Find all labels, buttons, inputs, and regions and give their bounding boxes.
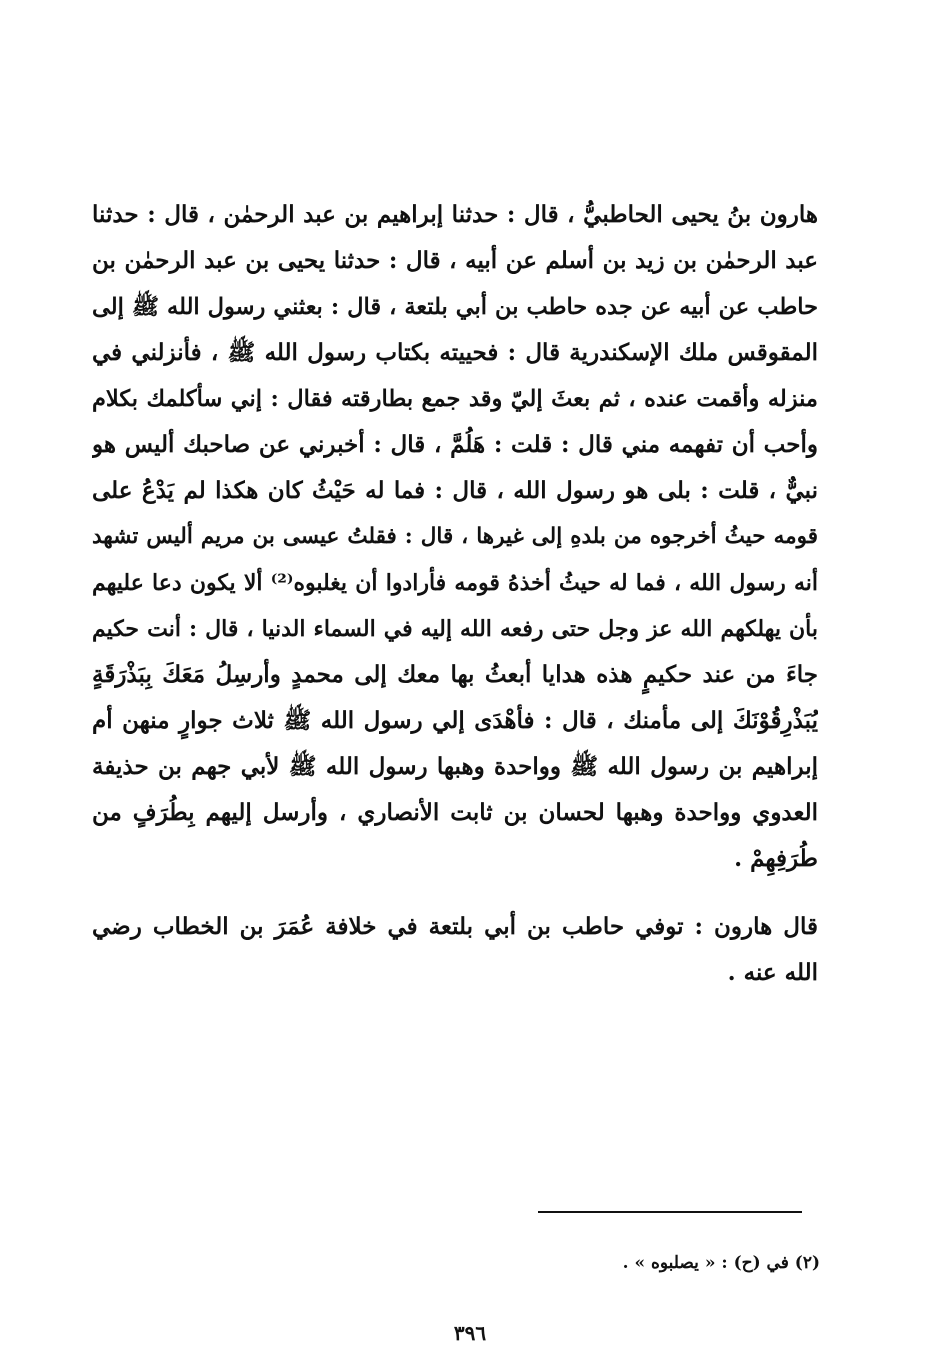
footnote-separator	[538, 1211, 802, 1213]
text-line: قال هارون : توفي حاطب بن أبي بلتعة في خلافة عُمَرَ بن الخطاب رضي	[92, 913, 818, 940]
footnote: (٢) في (ح) : « يصلبوه » .	[622, 1253, 820, 1273]
page-number: ٣٩٦	[453, 1321, 487, 1345]
text-line: أنه رسول الله ، فما له حيثُ أخذهُ قومه فأرادوا أن يغلبوه⁽²⁾ ألا يكون دعا عليهم	[92, 570, 818, 596]
text-line: وأحب أن تفهمه مني قال : قلت : هَلُمَّ ، قال : أخبرني عن صاحبك أليس هو	[92, 431, 818, 458]
paragraph-spacer	[92, 882, 818, 904]
text-line: منزله وأقمت عنده ، ثم بعثَ إليّ وقد جمع بطارقته فقال : إني سأكلمك بكلام	[92, 386, 818, 412]
paragraph-2	[92, 904, 818, 996]
text-line: الله عنه .	[727, 959, 818, 986]
text-line: قومه حيثُ أخرجوه من بلدهِ إلى غيرها ، قال : فقلتُ عيسى بن مريم أليس تشهد	[92, 524, 818, 549]
text-line: إبراهيم بن رسول الله ﷺ وواحدة وهبها رسول الله ﷺ لأبي جهم بن حذيفة	[92, 753, 818, 780]
text-line: طُرَفِهِمْ .	[734, 845, 818, 872]
text-line: هارون بنُ يحيى الحاطبيُّ ، قال : حدثنا إبراهيم بن عبد الرحمٰن ، قال : حدثنا	[92, 201, 818, 228]
main-text	[92, 192, 818, 996]
text-line: حاطب عن أبيه عن جده حاطب بن أبي بلتعة ، قال : بعثني رسول الله ﷺ إلى	[92, 294, 818, 320]
text-line: يُبَذْرِقُوْنَكَ إلى مأمنك ، قال : فأهْدَى إلي رسول الله ﷺ ثلاث جوارٍ منهن أم	[92, 707, 818, 734]
paragraph-1	[92, 192, 818, 882]
text-line: العدوي وواحدة وهبها لحسان بن ثابت الأنصاري ، وأرسل إليهم بِطُرَفٍ من	[92, 799, 818, 826]
text-line: المقوقس ملك الإسكندرية قال : فحييته بكتاب رسول الله ﷺ ، فأنزلني في	[92, 339, 818, 366]
text-line: نبيٌّ ، قلت : بلى هو رسول الله ، قال : فما له حَيْثُ كان هكذا لم يَدْعُ على	[92, 477, 818, 504]
text-line: عبد الرحمٰن بن زيد بن أسلم عن أبيه ، قال : حدثنا يحيى بن عبد الرحمٰن بن	[92, 247, 818, 274]
text-line: جاءَ من عند حكيمٍ هذه هدايا أبعثُ بها معك إلى محمدٍ وأرسِلُ مَعَكَ بِبَذْرَقَةٍ	[92, 661, 818, 688]
text-line: بأن يهلكهم الله عز وجل حتى رفعه الله إليه في السماء الدنيا ، قال : أنت حكيم	[92, 616, 818, 642]
